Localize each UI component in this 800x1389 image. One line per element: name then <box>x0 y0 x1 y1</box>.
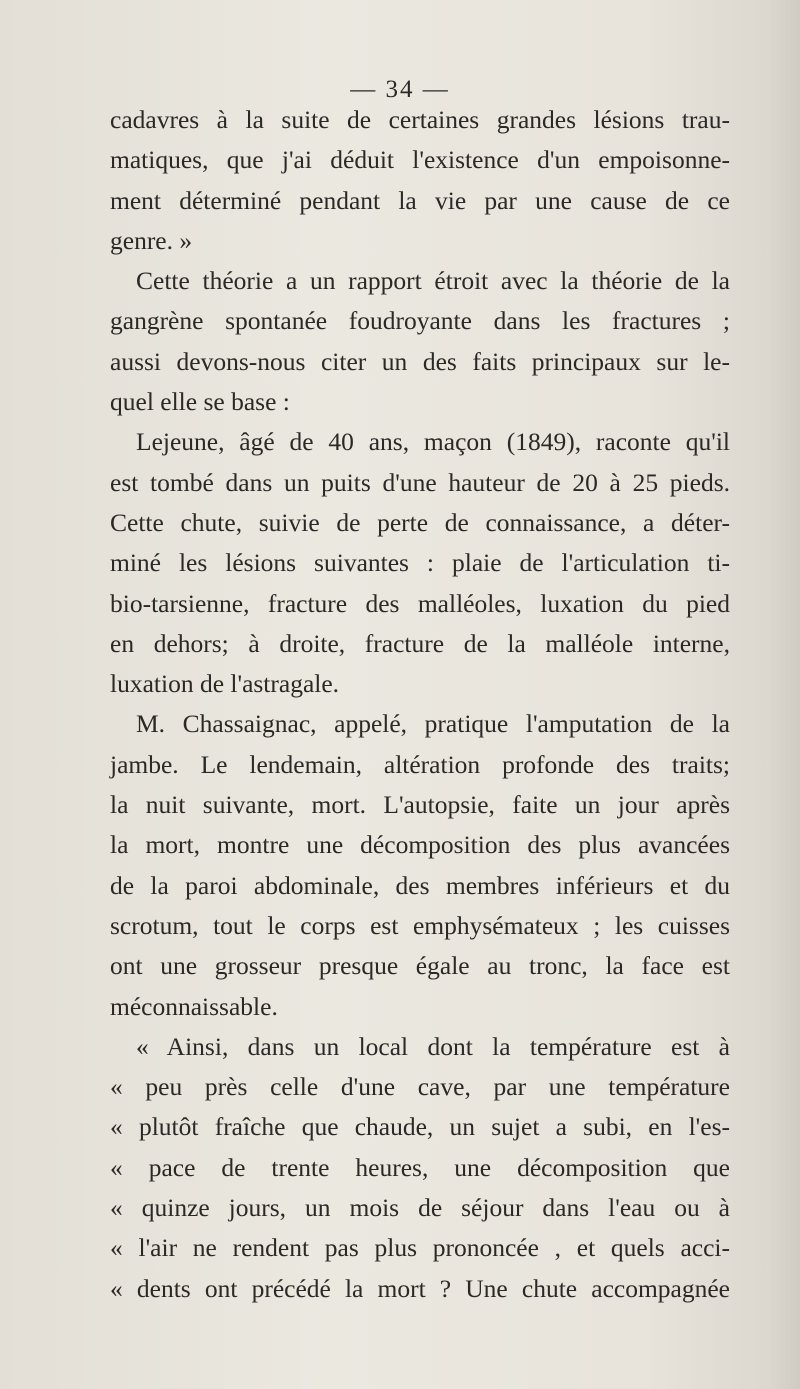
text-line: Cette chute, suivie de perte de connaissance, a déter- <box>110 507 730 537</box>
text-line: la mort, montre une décomposition des plus avancées <box>110 830 730 860</box>
text-line: M. Chassaignac, appelé, pratique l'amputation de la <box>136 709 730 739</box>
text-line: genre. » <box>110 225 193 255</box>
text-line: « l'air ne rendent pas plus prononcée , et quels acci- <box>110 1233 730 1263</box>
text-line: aussi devons-nous citer un des faits principaux sur le- <box>110 346 730 376</box>
body-text <box>110 100 730 1309</box>
text-line: de la paroi abdominale, des membres inférieurs et du <box>110 870 730 900</box>
text-line: ment déterminé pendant la vie par une cause de ce <box>110 185 730 215</box>
text-line: Cette théorie a un rapport étroit avec la théorie de la <box>136 266 730 296</box>
text-line: quel elle se base : <box>110 387 290 417</box>
text-line: « Ainsi, dans un local dont la température est à <box>136 1031 730 1061</box>
text-line: jambe. Le lendemain, altération profonde des traits; <box>110 749 730 779</box>
text-line: « peu près celle d'une cave, par une température <box>110 1072 730 1102</box>
text-line: gangrène spontanée foudroyante dans les fractures ; <box>110 306 730 336</box>
text-line: matiques, que j'ai déduit l'existence d'un empoisonne- <box>110 145 730 175</box>
text-line: est tombé dans un puits d'une hauteur de 20 à 25 pieds. <box>110 467 730 497</box>
text-line: ont une grosseur presque égale au tronc, la face est <box>110 951 730 981</box>
page-number: — 34 — <box>350 76 450 103</box>
text-line: Lejeune, âgé de 40 ans, maçon (1849), raconte qu'il <box>136 427 730 457</box>
text-line: cadavres à la suite de certaines grandes lésions trau- <box>110 105 730 134</box>
text-line: miné les lésions suivantes : plaie de l'articulation ti- <box>110 548 730 578</box>
text-line: la nuit suivante, mort. L'autopsie, faite un jour après <box>110 790 730 820</box>
text-line: « quinze jours, un mois de séjour dans l'eau ou à <box>110 1193 730 1223</box>
text-line: scrotum, tout le corps est emphysémateux ; les cuisses <box>110 910 730 940</box>
text-line: bio-tarsienne, fracture des malléoles, luxation du pied <box>110 588 730 618</box>
text-line: « pace de trente heures, une décomposition que <box>110 1152 730 1182</box>
text-line: en dehors; à droite, fracture de la malléole interne, <box>110 628 730 658</box>
text-line: « plutôt fraîche que chaude, un sujet a subi, en l'es- <box>110 1112 730 1142</box>
text-line: « dents ont précédé la mort ? Une chute accompagnée <box>110 1273 730 1303</box>
text-line: méconnaissable. <box>110 991 278 1021</box>
text-line: luxation de l'astragale. <box>110 669 340 699</box>
